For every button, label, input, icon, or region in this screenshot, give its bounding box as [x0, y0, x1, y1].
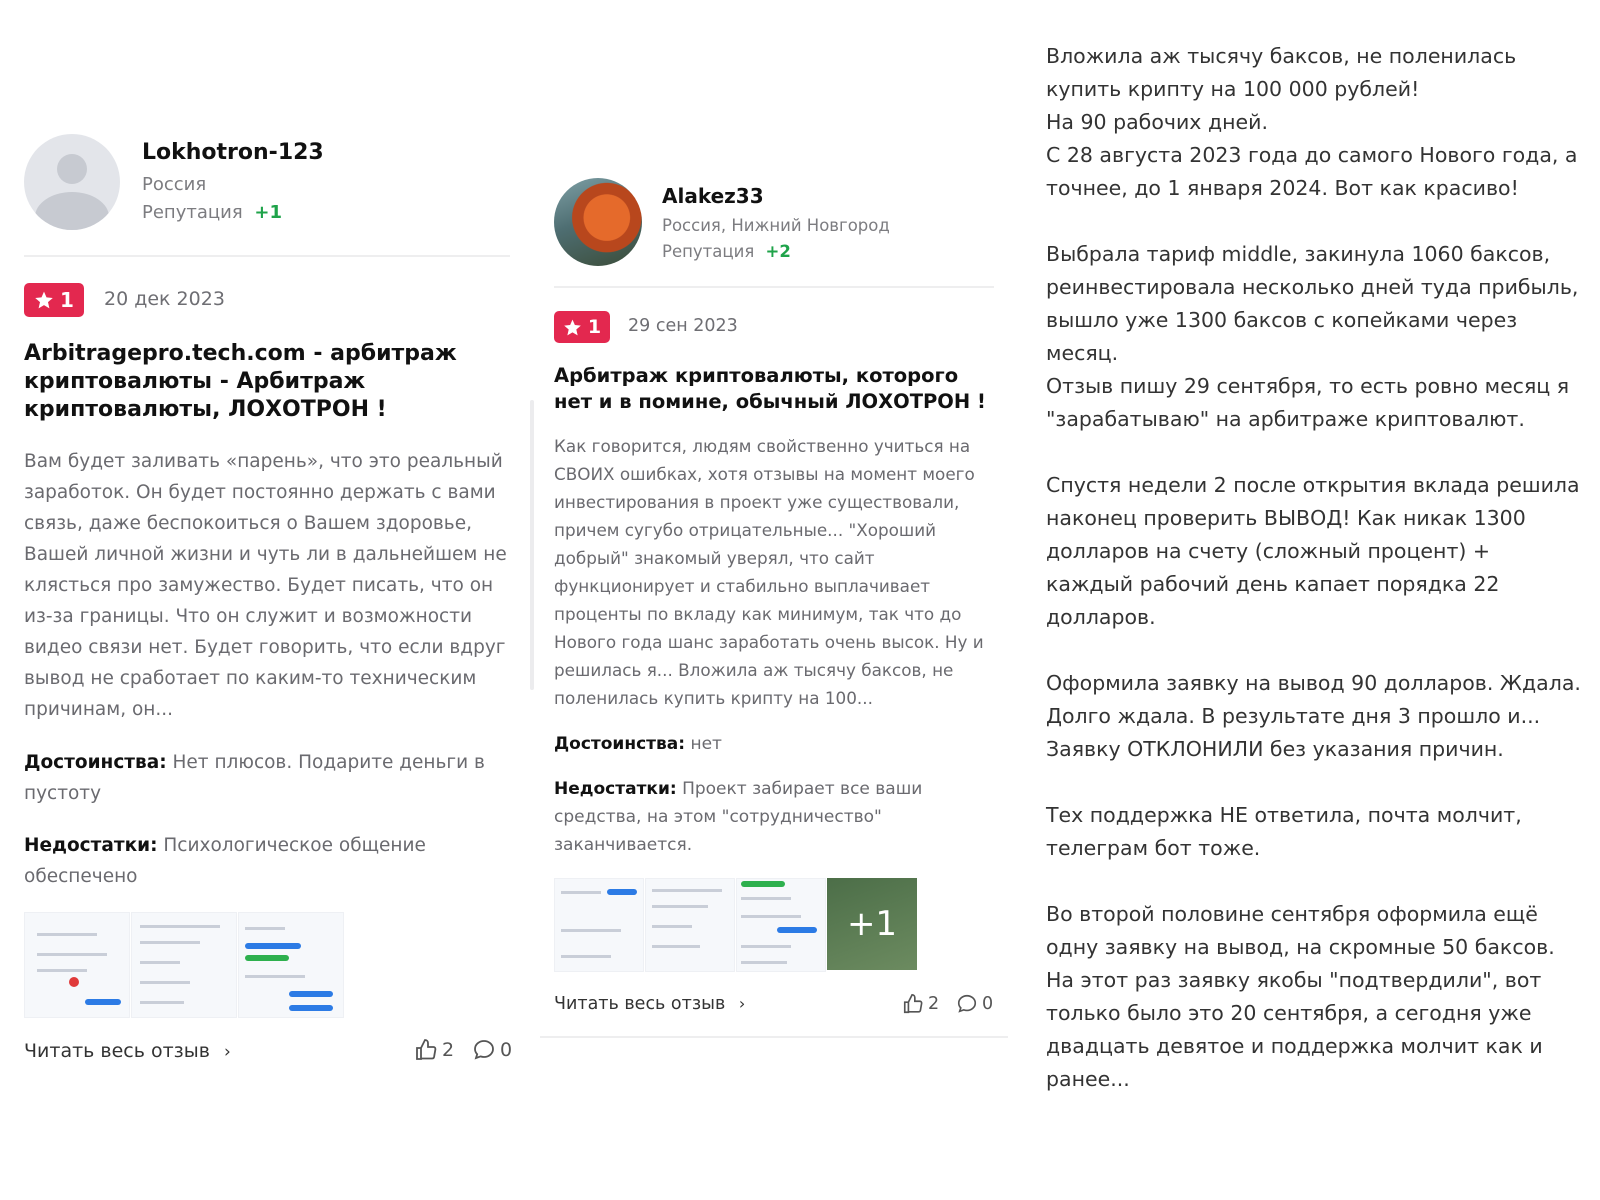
divider — [540, 1036, 1008, 1038]
like-button[interactable] — [414, 1038, 454, 1062]
review-photo-1[interactable] — [554, 878, 644, 972]
reputation-label: Репутация — [662, 242, 755, 261]
photo-line — [741, 945, 791, 948]
cons-text: Проект забирает все ваши средства, на этом "сотрудничество" заканчивается. — [554, 779, 923, 855]
user-reputation — [662, 242, 791, 261]
like-count: 2 — [442, 1039, 455, 1061]
comment-count: 0 — [982, 994, 994, 1014]
photo-bar — [289, 1005, 333, 1011]
photo-line — [741, 961, 787, 964]
full-review-text — [1046, 40, 1582, 1129]
like-button[interactable] — [902, 993, 939, 1015]
photo-line — [140, 981, 190, 984]
rating-badge — [554, 311, 610, 343]
avatar-head-shape — [57, 154, 87, 184]
review-date: 29 сен 2023 — [628, 316, 738, 336]
photo-line — [140, 941, 200, 944]
read-full-review-link[interactable] — [24, 1040, 231, 1062]
review-paragraph: Вложила аж тысячу баксов, не поленилась купить крипту на 100 000 рублей! На 90 рабочих дней. С 28 августа 2023 года до самого Нового года, а точнее, до 1 января 2024. Вот как красиво! — [1046, 44, 1578, 200]
photo-line — [140, 961, 180, 964]
photo-bar — [85, 999, 121, 1005]
cons-text: Психологическое общение обеспечено — [24, 835, 426, 887]
photo-line — [140, 1001, 184, 1004]
photo-line — [37, 953, 107, 956]
pros-label: Достоинства: — [554, 734, 686, 754]
more-photos-tile[interactable] — [827, 878, 917, 970]
thumbs-up-icon — [902, 993, 924, 1015]
review-excerpt: Вам будет заливать «парень», что это реальный заработок. Он будет постоянно держать с вами связь, даже беспокоиться о Вашем здоровье, Вашей личной жизни и чуть ли в дальнейшем не клясться про замужество. Будет писать, что он из-за границы. Что он служит и возможности видео связи нет. Будет говорить, что если вдруг вывод не сработает по каким-то техническим причинам, он... — [24, 451, 507, 720]
review-pros — [554, 730, 994, 758]
photo-line — [652, 905, 708, 908]
review-paragraph: Тех поддержка НЕ ответила, почта молчит, телеграм бот тоже. — [1046, 803, 1522, 860]
photo-line — [652, 889, 722, 892]
photo-line — [561, 929, 621, 932]
pros-text: нет — [690, 734, 722, 754]
divider — [554, 286, 994, 288]
photo-line — [561, 891, 601, 894]
review-cons — [24, 830, 510, 892]
avatar-body-shape — [35, 192, 109, 230]
read-more-label: Читать весь отзыв — [554, 994, 726, 1014]
review-card-1 — [0, 0, 520, 1200]
photo-bar — [289, 991, 333, 997]
review-card-2 — [540, 0, 1020, 1200]
thumbs-up-icon — [414, 1038, 438, 1062]
comment-icon — [472, 1038, 496, 1062]
rating-value: 1 — [60, 288, 74, 312]
reputation-value: +1 — [254, 202, 282, 223]
review-paragraph: Оформила заявку на вывод 90 долларов. Ждала. Долго ждала. В результате дня 3 прошло и... Заявку ОТКЛОНИЛИ без указания причин. — [1046, 671, 1581, 761]
rating-value: 1 — [587, 316, 602, 338]
like-count: 2 — [928, 994, 940, 1014]
review-date: 20 дек 2023 — [104, 288, 225, 310]
photo-line — [140, 925, 220, 928]
avatar[interactable] — [24, 134, 120, 230]
chevron-right-icon: › — [738, 994, 746, 1013]
user-location: Россия, Нижний Новгород — [662, 216, 890, 235]
review-photo-1[interactable] — [24, 912, 130, 1018]
scrollbar[interactable] — [530, 400, 534, 690]
photo-bar — [741, 881, 785, 887]
divider — [24, 255, 510, 257]
star-icon — [563, 318, 582, 337]
user-location: Россия — [142, 174, 207, 195]
cons-label: Недостатки: — [24, 835, 158, 856]
avatar[interactable] — [554, 178, 642, 266]
username[interactable]: Lokhotron-123 — [142, 140, 324, 165]
more-photos-count: +1 — [846, 904, 898, 944]
photo-line — [561, 955, 611, 958]
photo-line — [245, 975, 305, 978]
photo-bar — [607, 889, 637, 895]
reputation-label: Репутация — [142, 202, 243, 223]
rating-badge — [24, 283, 84, 317]
photo-line — [37, 933, 97, 936]
pros-label: Достоинства: — [24, 752, 167, 773]
photo-line — [37, 969, 87, 972]
review-excerpt: Как говорится, людям свойственно учиться на СВОИХ ошибках, хотя отзывы на момент моего инвестирования в проект уже существовали, причем сугубо отрицательные... "Хороший добрый" знакомый уверял, что сайт функционирует и стабильно выплачивает проценты по вкладу как минимум, так что до Нового года шанс заработать очень высок. Ну и решилась я... Вложила аж тысячу баксов, не поленилась купить крипту на 100... — [554, 436, 984, 708]
photo-bar — [245, 955, 289, 961]
comment-count: 0 — [500, 1039, 513, 1061]
photo-bar — [777, 927, 817, 933]
cons-label: Недостатки: — [554, 779, 677, 799]
photo-line — [741, 897, 791, 900]
photo-line — [245, 927, 285, 930]
review-photo-3[interactable] — [736, 878, 826, 972]
photo-line — [652, 945, 700, 948]
photo-marker — [69, 977, 79, 987]
review-pros — [24, 747, 510, 809]
comment-button[interactable] — [472, 1038, 512, 1062]
review-photo-2[interactable] — [131, 912, 237, 1018]
star-icon — [34, 290, 54, 310]
comment-button[interactable] — [956, 993, 993, 1015]
user-reputation — [142, 202, 282, 223]
review-paragraph: Выбрала тариф middle, закинула 1060 баксов, реинвестировала несколько дней туда прибыль, вышло уже 1300 баксов с копейками через месяц. Отзыв пишу 29 сентября, то есть ровно месяц я "зарабатываю" на арбитраже криптовалют. — [1046, 242, 1579, 431]
review-title[interactable]: Arbitragepro.tech.com - арбитраж криптовалюты - Арбитраж криптовалюты, ЛОХОТРОН ! — [24, 341, 457, 422]
reputation-value: +2 — [765, 242, 791, 261]
chevron-right-icon: › — [224, 1042, 231, 1062]
read-more-label: Читать весь отзыв — [24, 1040, 210, 1062]
review-title[interactable]: Арбитраж криптовалюты, которого нет и в помине, обычный ЛОХОТРОН ! — [554, 364, 986, 413]
review-photo-3[interactable] — [238, 912, 344, 1018]
review-paragraph: Во второй половине сентября оформила ещё одну заявку на вывод, на скромные 50 баксов. На этот раз заявку якобы "подтвердили", вот только было это 20 сентября, а сегодня уже двадцать девятое и поддержка молчит как и ранее... — [1046, 902, 1555, 1091]
photo-line — [652, 925, 692, 928]
pros-text: Нет плюсов. Подарите деньги в пустоту — [24, 752, 485, 804]
photo-bar — [245, 943, 301, 949]
review-cons — [554, 775, 994, 859]
read-full-review-link[interactable] — [554, 994, 745, 1014]
comment-icon — [956, 993, 978, 1015]
username[interactable]: Alakez33 — [662, 184, 764, 208]
review-paragraph: Спустя недели 2 после открытия вклада решила наконец проверить ВЫВОД! Как никак 1300 долларов на счету (сложный процент) + каждый рабочий день капает порядка 22 долларов. — [1046, 473, 1580, 629]
review-photo-2[interactable] — [645, 878, 735, 972]
photo-line — [741, 915, 801, 918]
